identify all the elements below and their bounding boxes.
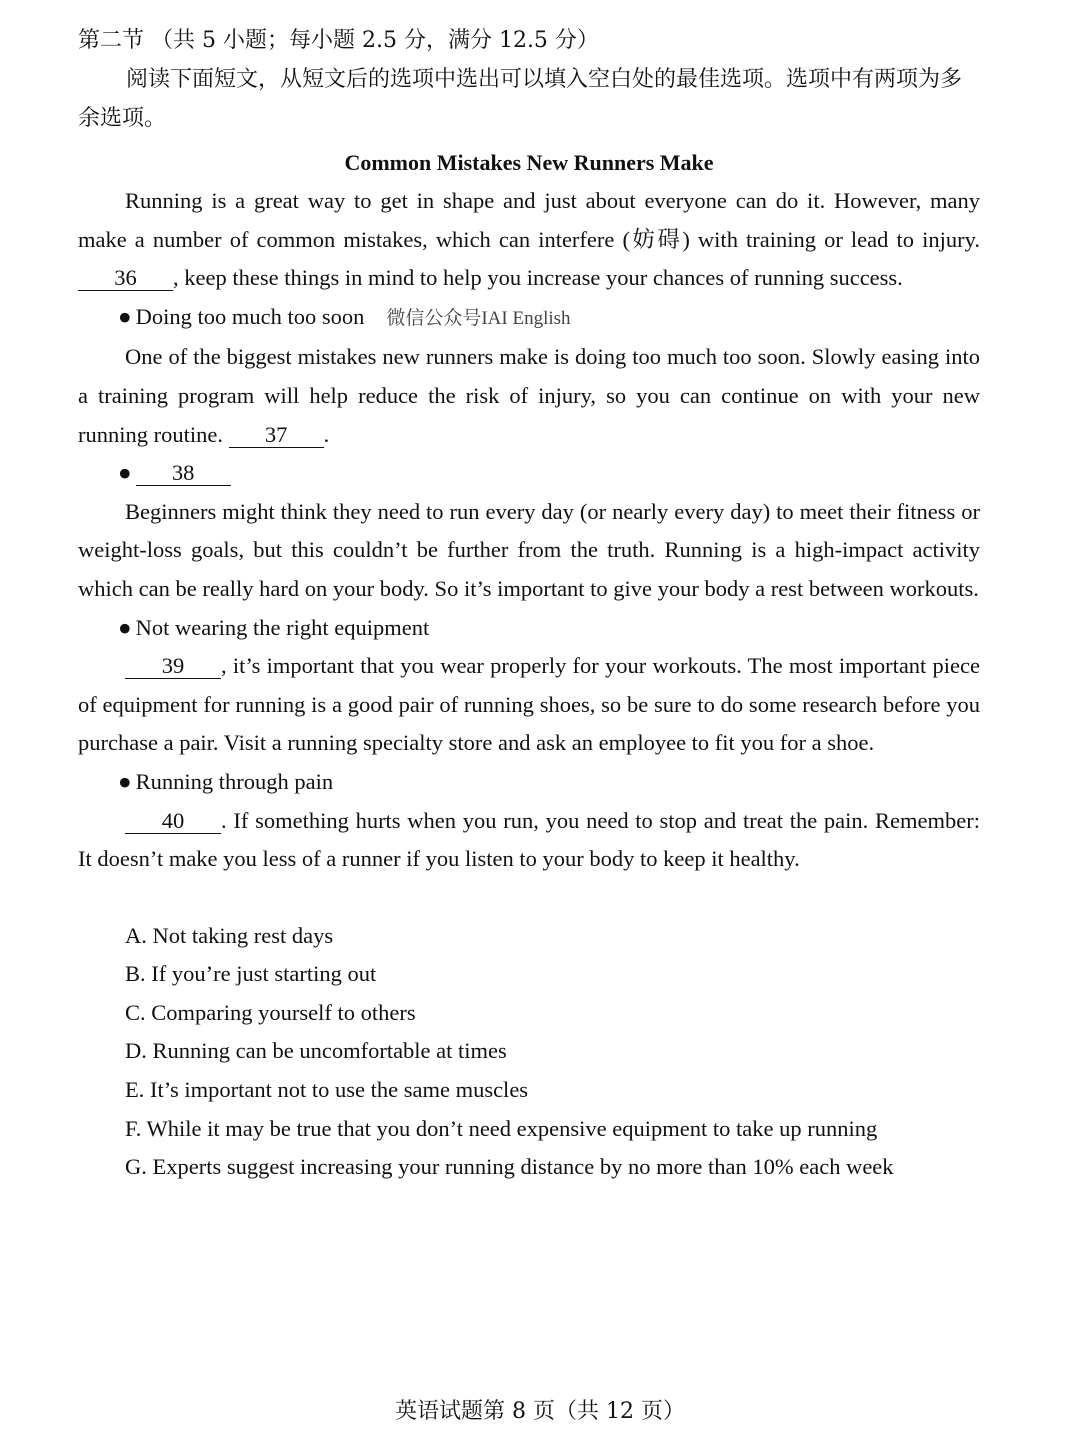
- paragraph-2-text-b: .: [323, 421, 330, 447]
- option-c: C. Comparing yourself to others: [125, 999, 416, 1025]
- paragraph-1-text-b: , keep these things in mind to help you increase your chances of running success.: [173, 265, 903, 291]
- bullet-icon: ●: [118, 768, 132, 794]
- option-d: D. Running can be uncomfortable at times: [125, 1038, 507, 1064]
- blank-36: 36: [78, 266, 173, 291]
- subheading-4-text: Running through pain: [135, 768, 334, 794]
- blank-38: 38: [136, 461, 231, 486]
- bullet-icon: ●: [118, 460, 132, 486]
- blank-39: 39: [125, 654, 221, 679]
- passage-title: Common Mistakes New Runners Make: [344, 150, 714, 175]
- paragraph-5: [78, 802, 980, 879]
- blank-37: 37: [229, 423, 324, 448]
- paragraph-4-text: , it’s important that you wear properly for your workouts. The most important piece of equipment for running is a good pair of running shoes, so be sure to do some research before you purchase a pair. Visit a running specialty store and ask an employee to fit you for a shoe.: [78, 653, 980, 756]
- bullet-icon: ●: [118, 303, 132, 329]
- option-a: A. Not taking rest days: [125, 922, 334, 948]
- options-list: [78, 917, 980, 1187]
- subheading-3-text: Not wearing the right equipment: [135, 614, 430, 640]
- blank-40: 40: [125, 809, 221, 834]
- subheading-2: [78, 454, 980, 493]
- exam-page: [78, 22, 980, 1187]
- subheading-4: [78, 763, 980, 802]
- paragraph-2-text-a: One of the biggest mistakes new runners make is doing too much too soon. Slowly easing into a training program will help reduce the risk of injury, so you can continue on with your new running routine.: [78, 344, 980, 447]
- bullet-icon: ●: [118, 614, 132, 640]
- paragraph-4: [78, 647, 980, 763]
- paragraph-5-text: . If something hurts when you run, you need to stop and treat the pain. Remember: It doesn’t make you less of a runner if you listen to your body to keep it healthy.: [78, 807, 980, 872]
- option-f: F. While it may be true that you don’t need expensive equipment to take up running: [125, 1115, 878, 1141]
- subheading-3: [78, 609, 980, 648]
- option-e: E. It’s important not to use the same muscles: [125, 1077, 529, 1103]
- paragraph-1: [78, 182, 980, 298]
- section-instructions: 阅读下面短文，从短文后的选项中选出可以填入空白处的最佳选项。选项中有两项为多余选项。: [78, 67, 963, 131]
- paragraph-3: Beginners might think they need to run every day (or nearly every day) to meet their fitness or weight-loss goals, but this couldn’t be further from the truth. Running is a high-impact activity which can be really hard on your body. So it’s important to give your body a rest between workouts.: [78, 498, 980, 601]
- option-b: B. If you’re just starting out: [125, 961, 377, 987]
- watermark: 微信公众号IAI English: [386, 307, 571, 329]
- section-heading: 第二节 （共 5 小题；每小题 2.5 分，满分 12.5 分）: [78, 28, 599, 53]
- paragraph-1-text-a: Running is a great way to get in shape and just about everyone can do it. However, many make a number of common mistakes, which can interfere (妨碍) with training or lead to injury.: [78, 188, 980, 252]
- paragraph-2: [78, 338, 980, 454]
- option-g: G. Experts suggest increasing your running distance by no more than 10% each week: [125, 1154, 894, 1180]
- subheading-1: [78, 298, 980, 339]
- subheading-1-text: Doing too much too soon: [135, 303, 365, 329]
- page-footer: 英语试题第 8 页（共 12 页）: [395, 1399, 685, 1424]
